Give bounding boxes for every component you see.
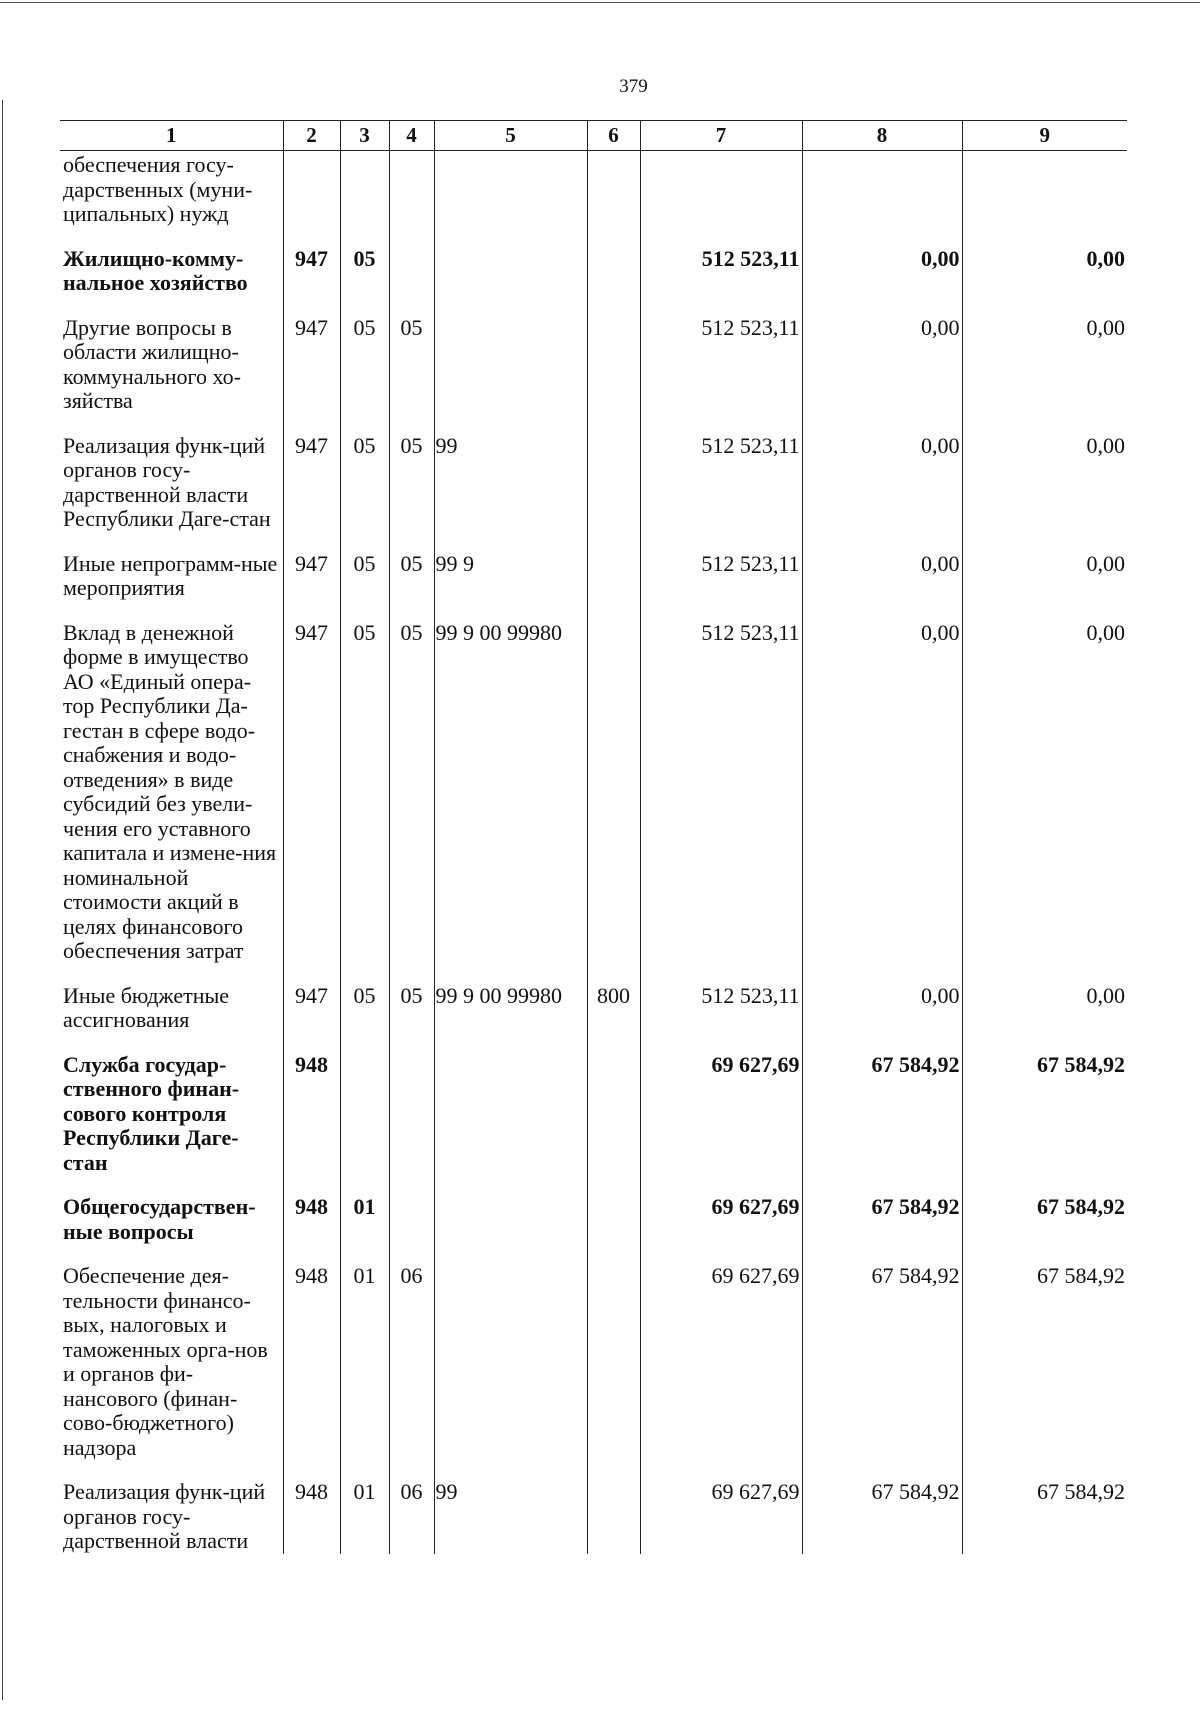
header-col-9: 9 xyxy=(962,121,1127,151)
cell-c4 xyxy=(389,1051,434,1194)
cell-c8: 67 584,92 xyxy=(802,1262,962,1478)
header-col-7: 7 xyxy=(640,121,802,151)
cell-c2: 947 xyxy=(283,982,340,1051)
header-col-5: 5 xyxy=(434,121,587,151)
cell-c6 xyxy=(587,619,640,982)
cell-c7 xyxy=(640,151,802,245)
page-number: 379 xyxy=(619,76,648,97)
cell-c4 xyxy=(389,245,434,314)
cell-c8: 0,00 xyxy=(802,550,962,619)
table-row xyxy=(60,151,1127,245)
cell-c6: 800 xyxy=(587,982,640,1051)
cell-c7: 69 627,69 xyxy=(640,1262,802,1478)
row-name: обеспечения госу-дарственных (муни-ципальных) нужд xyxy=(63,152,253,226)
row-name: Общегосударствен-ные вопросы xyxy=(63,1194,256,1244)
cell-c3: 05 xyxy=(340,245,389,314)
cell-c4 xyxy=(389,151,434,245)
cell-c3: 05 xyxy=(340,619,389,982)
cell-c5 xyxy=(434,1051,587,1194)
cell-c9: 0,00 xyxy=(962,432,1127,550)
header-col-2: 2 xyxy=(283,121,340,151)
cell-c2: 948 xyxy=(283,1193,340,1262)
cell-c2: 947 xyxy=(283,619,340,982)
cell-c2: 947 xyxy=(283,314,340,432)
table-row xyxy=(60,1193,1127,1262)
row-name: Жилищно-комму-нальное хозяйство xyxy=(63,245,248,295)
cell-c6 xyxy=(587,1262,640,1478)
cell-c9: 67 584,92 xyxy=(962,1193,1127,1262)
header-col-1: 1 xyxy=(60,121,283,151)
header-col-6: 6 xyxy=(587,121,640,151)
cell-c9: 67 584,92 xyxy=(962,1478,1127,1554)
cell-c7: 512 523,11 xyxy=(640,245,802,314)
cell-c4: 05 xyxy=(389,314,434,432)
cell-c4: 05 xyxy=(389,432,434,550)
cell-c6 xyxy=(587,432,640,550)
cell-c6 xyxy=(587,151,640,245)
cell-c5: 99 xyxy=(434,432,587,550)
cell-c9: 0,00 xyxy=(962,550,1127,619)
cell-c3: 01 xyxy=(340,1193,389,1262)
cell-c3: 05 xyxy=(340,432,389,550)
cell-c3 xyxy=(340,1051,389,1194)
cell-c9: 0,00 xyxy=(962,245,1127,314)
cell-c6 xyxy=(587,1478,640,1554)
cell-c3: 01 xyxy=(340,1262,389,1478)
cell-c2: 947 xyxy=(283,550,340,619)
cell-c8: 67 584,92 xyxy=(802,1051,962,1194)
cell-c2: 948 xyxy=(283,1051,340,1194)
row-name: Реализация функ-ций органов госу-дарственной власти Республики Даге-стан xyxy=(63,432,271,531)
cell-c7: 69 627,69 xyxy=(640,1478,802,1554)
cell-c9: 0,00 xyxy=(962,619,1127,982)
cell-c3 xyxy=(340,151,389,245)
table-row xyxy=(60,314,1127,432)
cell-c7: 512 523,11 xyxy=(640,619,802,982)
cell-c6 xyxy=(587,1193,640,1262)
cell-c8: 67 584,92 xyxy=(802,1193,962,1262)
cell-c2: 947 xyxy=(283,245,340,314)
table-row xyxy=(60,1478,1127,1554)
table-row xyxy=(60,1262,1127,1478)
cell-c5: 99 9 xyxy=(434,550,587,619)
table-row xyxy=(60,619,1127,982)
table-header-row xyxy=(60,121,1127,151)
cell-c9: 67 584,92 xyxy=(962,1051,1127,1194)
row-name: Вклад в денежной форме в имущество АО «Единый опера-тор Республики Да-гестан в сфере водо-снабжения и водо-отведения» в виде субсидий без увели-чения его уставного капитала и измене-ния номинальной стоимости акций в целях финансового обеспечения затрат xyxy=(63,619,277,963)
scan-border-left xyxy=(2,100,3,1700)
cell-c5: 99 9 00 99980 xyxy=(434,619,587,982)
cell-c3: 05 xyxy=(340,550,389,619)
scan-border-top xyxy=(0,2,1200,3)
cell-c2: 947 xyxy=(283,432,340,550)
cell-c3: 01 xyxy=(340,1478,389,1554)
cell-c2 xyxy=(283,151,340,245)
cell-c7: 69 627,69 xyxy=(640,1051,802,1194)
table-row xyxy=(60,432,1127,550)
cell-c8: 67 584,92 xyxy=(802,1478,962,1554)
row-name: Реализация функ-ций органов госу-дарственной власти xyxy=(63,1479,266,1553)
cell-c5: 99 xyxy=(434,1478,587,1554)
row-name: Обеспечение дея-тельности финансо-вых, налоговых и таможенных орга-нов и органов фи-нансового (финан-сово-бюджетного) надзора xyxy=(63,1263,268,1460)
cell-c3: 05 xyxy=(340,982,389,1051)
cell-c8 xyxy=(802,151,962,245)
cell-c4: 05 xyxy=(389,550,434,619)
cell-c6 xyxy=(587,314,640,432)
cell-c2: 948 xyxy=(283,1478,340,1554)
cell-c7: 512 523,11 xyxy=(640,982,802,1051)
row-name: Другие вопросы в области жилищно-коммунального хо-зяйства xyxy=(63,314,241,413)
row-name: Иные непрограмм-ные мероприятия xyxy=(63,550,278,600)
cell-c5 xyxy=(434,245,587,314)
cell-c5 xyxy=(434,151,587,245)
table-row xyxy=(60,1051,1127,1194)
row-name: Иные бюджетные ассигнования xyxy=(63,982,230,1032)
budget-table xyxy=(60,120,1127,1554)
row-name: Служба государ-ственного финан-сового контроля Республики Даге-стан xyxy=(63,1051,240,1175)
cell-c2: 948 xyxy=(283,1262,340,1478)
table-row xyxy=(60,245,1127,314)
cell-c8: 0,00 xyxy=(802,314,962,432)
cell-c4: 05 xyxy=(389,982,434,1051)
cell-c7: 69 627,69 xyxy=(640,1193,802,1262)
cell-c8: 0,00 xyxy=(802,619,962,982)
cell-c6 xyxy=(587,550,640,619)
cell-c4: 06 xyxy=(389,1262,434,1478)
cell-c6 xyxy=(587,245,640,314)
header-col-4: 4 xyxy=(389,121,434,151)
cell-c8: 0,00 xyxy=(802,432,962,550)
cell-c9 xyxy=(962,151,1127,245)
cell-c3: 05 xyxy=(340,314,389,432)
cell-c7: 512 523,11 xyxy=(640,550,802,619)
cell-c4 xyxy=(389,1193,434,1262)
cell-c9: 0,00 xyxy=(962,314,1127,432)
header-col-3: 3 xyxy=(340,121,389,151)
cell-c6 xyxy=(587,1051,640,1194)
cell-c7: 512 523,11 xyxy=(640,314,802,432)
cell-c9: 67 584,92 xyxy=(962,1262,1127,1478)
cell-c5 xyxy=(434,314,587,432)
cell-c4: 05 xyxy=(389,619,434,982)
table-row xyxy=(60,550,1127,619)
table-row xyxy=(60,982,1127,1051)
header-col-8: 8 xyxy=(802,121,962,151)
cell-c9: 0,00 xyxy=(962,982,1127,1051)
cell-c8: 0,00 xyxy=(802,982,962,1051)
cell-c4: 06 xyxy=(389,1478,434,1554)
cell-c8: 0,00 xyxy=(802,245,962,314)
cell-c5 xyxy=(434,1193,587,1262)
cell-c7: 512 523,11 xyxy=(640,432,802,550)
cell-c5: 99 9 00 99980 xyxy=(434,982,587,1051)
cell-c5 xyxy=(434,1262,587,1478)
